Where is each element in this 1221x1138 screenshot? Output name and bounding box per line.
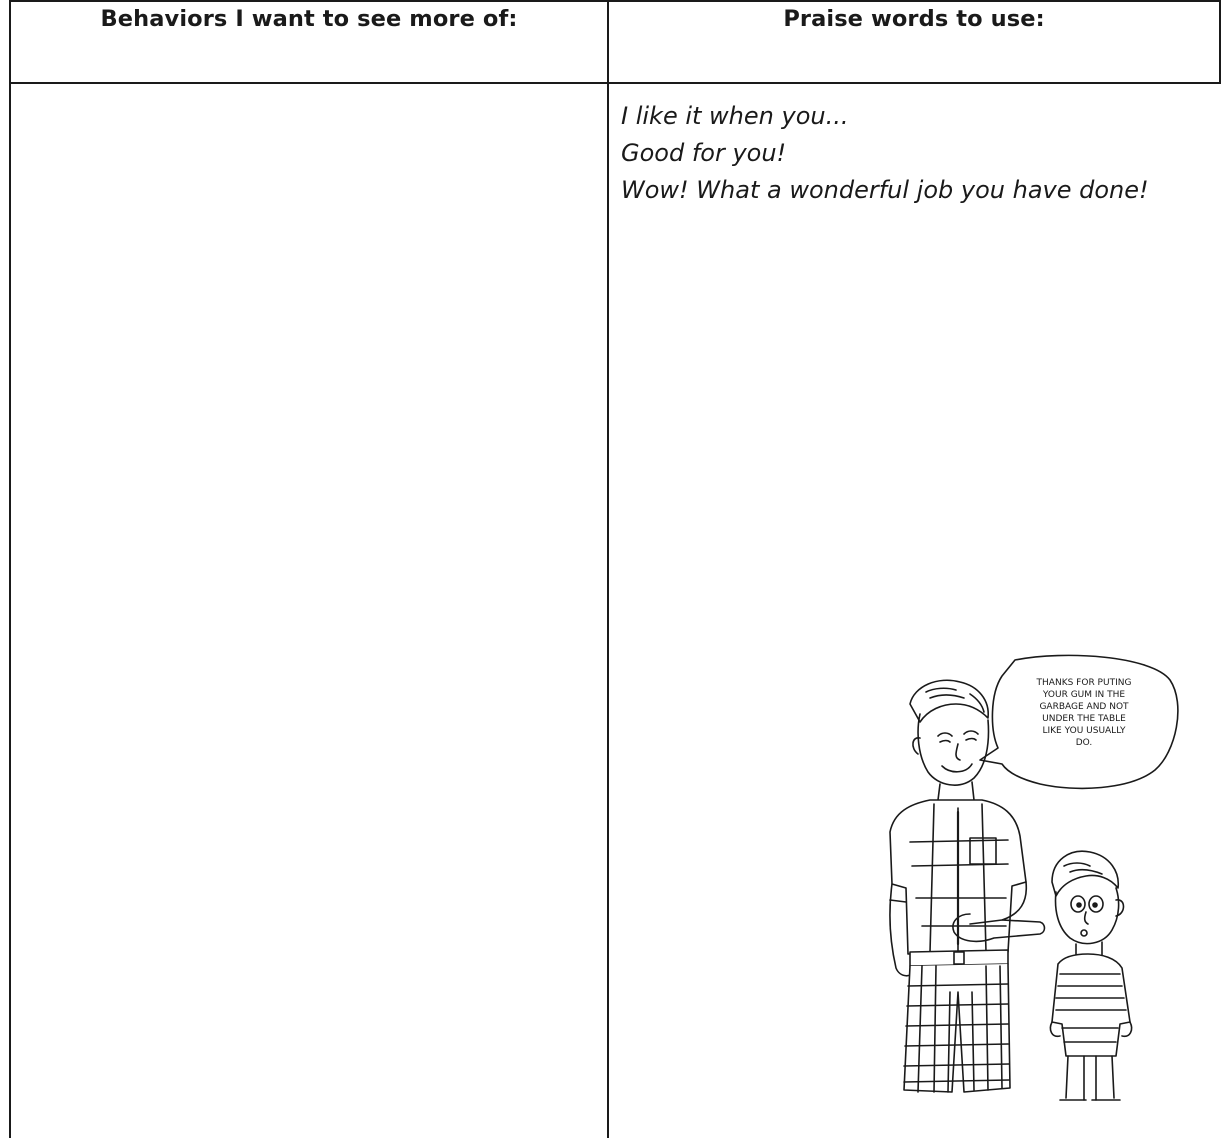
parent-child-cartoon — [830, 652, 1200, 1112]
speech-line: GARBAGE AND NOT — [1039, 702, 1129, 712]
column-divider — [607, 0, 609, 1138]
child-figure — [1050, 851, 1131, 1100]
speech-line: UNDER THE TABLE — [1042, 714, 1126, 724]
speech-line: THANKS FOR PUTING — [1036, 678, 1132, 688]
praise-phrase: I like it when you... — [621, 102, 849, 130]
praise-phrase-list — [621, 98, 1217, 209]
praise-words-column-header — [609, 6, 1219, 66]
speech-line: YOUR GUM IN THE — [1042, 690, 1126, 700]
table-left-border — [9, 0, 11, 1138]
behaviors-column-header — [11, 6, 607, 66]
table-top-border — [9, 0, 1221, 2]
speech-line: LIKE YOU USUALLY — [1042, 726, 1126, 736]
praise-words-header-text: Praise words to use: — [783, 6, 1045, 32]
praise-phrase: Wow! What a wonderful job you have done! — [621, 176, 1149, 204]
header-divider — [9, 82, 1221, 84]
speech-bubble — [980, 655, 1178, 788]
speech-line: DO. — [1075, 738, 1093, 748]
praise-phrase: Good for you! — [621, 139, 787, 167]
behaviors-header-text: Behaviors I want to see more of: — [100, 6, 518, 32]
